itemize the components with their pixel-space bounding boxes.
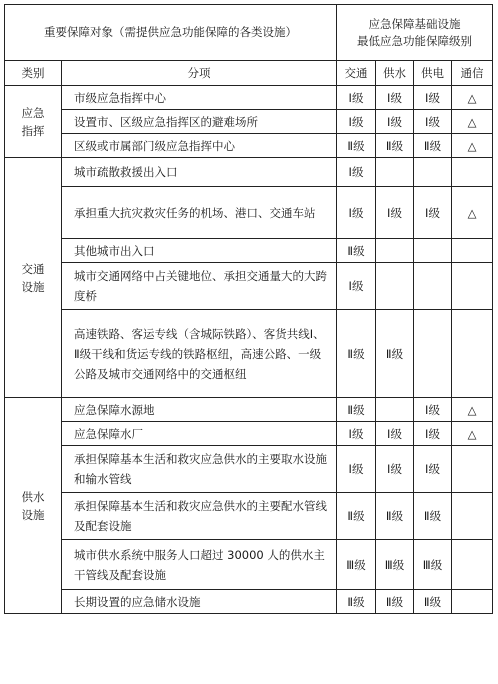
table-row — [5, 239, 493, 263]
comm-level-cell — [452, 590, 493, 614]
traffic-level-cell: Ⅰ级 — [337, 446, 376, 493]
table-row — [5, 86, 493, 110]
power-level-cell: Ⅰ级 — [414, 398, 452, 422]
power-level-cell: Ⅱ级 — [414, 493, 452, 540]
table-row — [5, 158, 493, 187]
power-level-cell: Ⅰ级 — [414, 86, 452, 110]
water-level-cell — [376, 239, 414, 263]
water-level-cell: Ⅰ级 — [376, 422, 414, 446]
item-cell: 承担重大抗灾救灾任务的机场、港口、交通车站 — [62, 187, 337, 239]
col-category: 类别 — [5, 61, 62, 86]
water-level-cell — [376, 398, 414, 422]
comm-level-cell — [452, 446, 493, 493]
category-cell: 应急 指挥 — [5, 86, 62, 158]
water-level-cell: Ⅱ级 — [376, 590, 414, 614]
traffic-level-cell: Ⅰ级 — [337, 110, 376, 134]
comm-level-cell — [452, 540, 493, 590]
traffic-level-cell: Ⅰ级 — [337, 422, 376, 446]
water-level-cell: Ⅰ级 — [376, 86, 414, 110]
water-level-cell — [376, 158, 414, 187]
item-cell: 其他城市出入口 — [62, 239, 337, 263]
traffic-level-cell: Ⅱ级 — [337, 398, 376, 422]
water-level-cell: Ⅰ级 — [376, 187, 414, 239]
water-level-cell: Ⅰ级 — [376, 110, 414, 134]
comm-level-cell: △ — [452, 422, 493, 446]
item-cell: 城市交通网络中占关键地位、承担交通量大的大跨度桥 — [62, 263, 337, 310]
traffic-level-cell: Ⅰ级 — [337, 158, 376, 187]
power-level-cell: Ⅰ级 — [414, 422, 452, 446]
comm-level-cell — [452, 263, 493, 310]
power-level-cell — [414, 158, 452, 187]
header-row — [5, 5, 493, 61]
traffic-level-cell: Ⅰ级 — [337, 86, 376, 110]
object-title: 重要保障对象（需提供应急功能保障的各类设施） — [5, 5, 337, 61]
power-level-cell: Ⅱ级 — [414, 590, 452, 614]
table-row — [5, 540, 493, 590]
table-row — [5, 590, 493, 614]
item-cell: 承担保障基本生活和救灾应急供水的主要配水管线及配套设施 — [62, 493, 337, 540]
basis-title — [337, 5, 493, 61]
water-level-cell: Ⅱ级 — [376, 310, 414, 398]
col-item: 分项 — [62, 61, 337, 86]
category-cell: 交通 设施 — [5, 158, 62, 398]
col-comm: 通信 — [452, 61, 493, 86]
power-level-cell — [414, 239, 452, 263]
table-row — [5, 110, 493, 134]
item-cell: 设置市、区级应急指挥区的避难场所 — [62, 110, 337, 134]
basis-title-line1: 应急保障基础设施 — [368, 16, 461, 31]
comm-level-cell: △ — [452, 187, 493, 239]
power-level-cell — [414, 310, 452, 398]
traffic-level-cell: Ⅰ级 — [337, 263, 376, 310]
emergency-level-table — [4, 4, 493, 614]
power-level-cell — [414, 263, 452, 310]
power-level-cell: Ⅲ级 — [414, 540, 452, 590]
traffic-level-cell: Ⅱ级 — [337, 493, 376, 540]
traffic-level-cell: Ⅰ级 — [337, 187, 376, 239]
item-cell: 城市供水系统中服务人口超过 30000 人的供水主干管线及配套设施 — [62, 540, 337, 590]
item-cell: 市级应急指挥中心 — [62, 86, 337, 110]
power-level-cell: Ⅰ级 — [414, 110, 452, 134]
item-cell: 承担保障基本生活和救灾应急供水的主要取水设施和输水管线 — [62, 446, 337, 493]
power-level-cell: Ⅱ级 — [414, 134, 452, 158]
col-power: 供电 — [414, 61, 452, 86]
water-level-cell: Ⅲ级 — [376, 540, 414, 590]
traffic-level-cell: Ⅱ级 — [337, 590, 376, 614]
traffic-level-cell: Ⅱ级 — [337, 134, 376, 158]
item-cell: 应急保障水源地 — [62, 398, 337, 422]
water-level-cell: Ⅰ级 — [376, 446, 414, 493]
water-level-cell — [376, 263, 414, 310]
table-row — [5, 187, 493, 239]
table-row — [5, 446, 493, 493]
power-level-cell: Ⅰ级 — [414, 446, 452, 493]
item-cell: 应急保障水厂 — [62, 422, 337, 446]
category-cell: 供水 设施 — [5, 398, 62, 614]
table-row — [5, 493, 493, 540]
table-row — [5, 398, 493, 422]
basis-title-line2: 最低应急功能保障级别 — [357, 33, 472, 48]
table-row — [5, 263, 493, 310]
col-water: 供水 — [376, 61, 414, 86]
col-traffic: 交通 — [337, 61, 376, 86]
water-level-cell: Ⅱ级 — [376, 134, 414, 158]
item-cell: 高速铁路、客运专线（含城际铁路）、客货共线Ⅰ、Ⅱ级干线和货运专线的铁路枢纽，高速公路、一级公路及城市交通网络中的交通枢纽 — [62, 310, 337, 398]
comm-level-cell — [452, 239, 493, 263]
table-row — [5, 310, 493, 398]
comm-level-cell: △ — [452, 134, 493, 158]
comm-level-cell — [452, 310, 493, 398]
comm-level-cell — [452, 158, 493, 187]
comm-level-cell: △ — [452, 398, 493, 422]
table-row — [5, 422, 493, 446]
comm-level-cell — [452, 493, 493, 540]
traffic-level-cell: Ⅲ级 — [337, 540, 376, 590]
traffic-level-cell: Ⅱ级 — [337, 239, 376, 263]
comm-level-cell: △ — [452, 110, 493, 134]
item-cell: 长期设置的应急储水设施 — [62, 590, 337, 614]
traffic-level-cell: Ⅱ级 — [337, 310, 376, 398]
comm-level-cell: △ — [452, 86, 493, 110]
table-row — [5, 134, 493, 158]
water-level-cell: Ⅱ级 — [376, 493, 414, 540]
item-cell: 区级或市属部门级应急指挥中心 — [62, 134, 337, 158]
column-header-row — [5, 61, 493, 86]
item-cell: 城市疏散救援出入口 — [62, 158, 337, 187]
power-level-cell: Ⅰ级 — [414, 187, 452, 239]
